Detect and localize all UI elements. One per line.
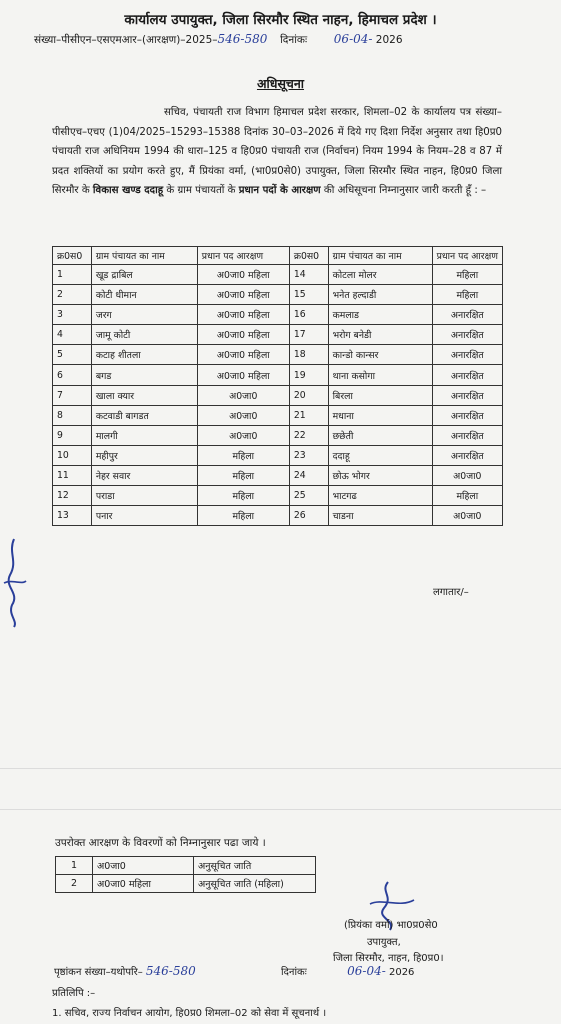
table-row (53, 345, 503, 365)
copy-item-1: 1. सचिव, राज्य निर्वाचन आयोग, हि0प्र0 शिमला–02 को सेवा में सूचनार्थ । (52, 1008, 327, 1019)
legend-table (55, 856, 316, 893)
row-sno: 17 (289, 325, 328, 345)
row-sno: 11 (53, 465, 92, 485)
legend-meaning: अनुसूचित जाति (194, 857, 316, 875)
row-panchayat: भाटगढ (328, 486, 432, 506)
row-sno: 25 (289, 486, 328, 506)
body-bold-block: विकास खण्ड ददाहू (92, 185, 164, 197)
row-sno: 13 (53, 506, 92, 526)
table-row (53, 405, 503, 425)
row-panchayat: कोटला मोलर (328, 265, 432, 285)
table-row (53, 445, 503, 465)
row-sno: 5 (53, 345, 92, 365)
row-sno: 10 (53, 445, 92, 465)
reservation-table (52, 246, 503, 526)
table-row (53, 365, 503, 385)
row-panchayat: कटाह शीतला (91, 345, 197, 365)
date-year: 2026 (375, 34, 403, 46)
header-sno-1: क्र0स0 (53, 247, 92, 265)
notice-body (52, 103, 502, 201)
row-sno: 15 (289, 285, 328, 305)
header-panchayat-1: ग्राम पंचायत का नाम (91, 247, 197, 265)
legend-sno: 2 (56, 875, 93, 893)
row-panchayat: कोटी धीमान (91, 285, 197, 305)
row-panchayat: भनेत हल्दाडी (328, 285, 432, 305)
office-title: कार्यालय उपायुक्त, जिला सिरमौर स्थित नाहन, हिमाचल प्रदेश । (124, 12, 437, 28)
row-panchayat: कान्डो कान्सर (328, 345, 432, 365)
row-reservation: अनारक्षित (432, 365, 502, 385)
table-row (53, 305, 503, 325)
endorsement-label: पृष्ठांकन संख्या–यथोपरि– (54, 967, 143, 978)
reference-number: 546-580 (217, 32, 268, 46)
row-panchayat: खाला क्यार (91, 385, 197, 405)
table-row (53, 385, 503, 405)
row-sno: 4 (53, 325, 92, 345)
row-panchayat: थाना कसोगा (328, 365, 432, 385)
legend-row (56, 875, 316, 893)
table-row (53, 465, 503, 485)
table-row (53, 285, 503, 305)
row-sno: 24 (289, 465, 328, 485)
row-reservation: अ0जा0 महिला (197, 265, 289, 285)
row-panchayat: जरग (91, 305, 197, 325)
endorsement-date-value: 06-04- (347, 964, 386, 978)
row-panchayat: नेहर सवार (91, 465, 197, 485)
row-panchayat: बिरला (328, 385, 432, 405)
table-header-row (53, 247, 503, 265)
date-value: 06-04- (333, 32, 373, 46)
row-reservation: महिला (197, 486, 289, 506)
table-row (53, 506, 503, 526)
row-reservation: अ0जा0 महिला (197, 285, 289, 305)
row-sno: 1 (53, 265, 92, 285)
row-reservation: अनारक्षित (432, 445, 502, 465)
legend-row (56, 857, 316, 875)
row-sno: 8 (53, 405, 92, 425)
body-part-1: सचिव, पंचायती राज विभाग हिमाचल प्रदेश सरकार, शिमला–02 के कार्यालय पत्र संख्या–पीसीएच–एचए (1)04/2025–15293–15388 दिनांक 30–03–2026 में दिये गए दिशा निर्देश अनुसार तथा हि0प्र0 पंचायती राज अधिनियम 1994 की धारा–125 व हि0प्र0 पंचायती राज (निर्वाचन) नियम 1994 के नियम–28 व 87 में प्रदत शक्तियों का प्रयोग करते हुए, मैं प्रियंका वर्मा, (भा0प्र0से0) उपायुक्त, जिला सिरमौर स्थित नाहन, हि0प्र0 जिला सिरमौर के (52, 107, 502, 197)
table-row (53, 425, 503, 445)
row-panchayat: ददाहू (328, 445, 432, 465)
row-sno: 6 (53, 365, 92, 385)
row-reservation: अ0जा0 महिला (197, 345, 289, 365)
row-sno: 16 (289, 305, 328, 325)
row-reservation: महिला (197, 465, 289, 485)
row-sno: 20 (289, 385, 328, 405)
row-sno: 12 (53, 486, 92, 506)
row-reservation: महिला (197, 506, 289, 526)
row-panchayat: जामू कोटी (91, 325, 197, 345)
reference-prefix: संख्या–पीसीएन–एसएमआर–(आरक्षण)–2025– (34, 34, 218, 46)
row-reservation: अ0जा0 महिला (197, 305, 289, 325)
row-panchayat: कमलाड (328, 305, 432, 325)
copy-to-label: प्रतिलिपि :– (52, 988, 96, 999)
body-part-3: की अधिसूचना निम्नानुसार जारी करती हूँ : – (320, 185, 487, 197)
row-reservation: अ0जा0 (432, 465, 502, 485)
row-reservation: अ0जा0 (197, 385, 289, 405)
endorsement-number: 546-580 (145, 964, 196, 978)
row-reservation: महिला (432, 285, 502, 305)
endorsement-date (281, 964, 414, 978)
signatory-name: (प्रियंका वर्मा) भा0प्र0से0 (344, 920, 438, 931)
legend-code: अ0जा0 महिला (93, 875, 194, 893)
row-panchayat: छछेती (328, 425, 432, 445)
signatory-place: जिला सिरमौर, नाहन, हि0प्र0। (333, 953, 444, 964)
row-panchayat: खूड द्राबिल (91, 265, 197, 285)
row-reservation: अनारक्षित (432, 345, 502, 365)
row-sno: 9 (53, 425, 92, 445)
margin-initials-mark (0, 535, 30, 630)
header-sno-2: क्र0स0 (289, 247, 328, 265)
row-sno: 22 (289, 425, 328, 445)
row-reservation: अ0जा0 (197, 425, 289, 445)
endorsement-line (54, 964, 196, 978)
header-reservation-1: प्रधान पद आरक्षण (197, 247, 289, 265)
row-reservation: अनारक्षित (432, 325, 502, 345)
row-panchayat: पराडा (91, 486, 197, 506)
row-sno: 26 (289, 506, 328, 526)
legend-sno: 1 (56, 857, 93, 875)
table-row (53, 325, 503, 345)
body-part-2: के ग्राम पंचायतों के (163, 185, 236, 197)
row-reservation: अ0जा0 (432, 506, 502, 526)
row-sno: 3 (53, 305, 92, 325)
signatory-designation: उपायुक्त, (367, 937, 401, 948)
body-bold-reservation: प्रधान पदों के आरक्षण (238, 185, 321, 197)
reference-line (34, 32, 403, 47)
row-sno: 2 (53, 285, 92, 305)
row-reservation: अ0जा0 (197, 405, 289, 425)
row-panchayat: मालगी (91, 425, 197, 445)
row-sno: 7 (53, 385, 92, 405)
header-panchayat-2: ग्राम पंचायत का नाम (328, 247, 432, 265)
header-reservation-2: प्रधान पद आरक्षण (432, 247, 502, 265)
row-panchayat: कटवाडी बागडत (91, 405, 197, 425)
row-reservation: महिला (432, 486, 502, 506)
row-panchayat: बगड (91, 365, 197, 385)
table-row (53, 486, 503, 506)
page-break (0, 768, 561, 810)
row-reservation: महिला (432, 265, 502, 285)
row-sno: 19 (289, 365, 328, 385)
endorsement-date-year: 2026 (388, 967, 415, 978)
row-reservation: अ0जा0 महिला (197, 325, 289, 345)
row-panchayat: मधाना (328, 405, 432, 425)
row-reservation: अ0जा0 महिला (197, 365, 289, 385)
table-row (53, 265, 503, 285)
date-label: दिनांकः (280, 34, 308, 46)
row-sno: 21 (289, 405, 328, 425)
legend-heading: उपरोक्त आरक्षण के विवरणों को निम्नानुसार पढा जाये । (55, 837, 266, 849)
row-reservation: अनारक्षित (432, 385, 502, 405)
notice-title: अधिसूचना (256, 76, 305, 91)
legend-meaning: अनुसूचित जाति (महिला) (194, 875, 316, 893)
legend-code: अ0जा0 (93, 857, 194, 875)
continued-label: लगातार/– (433, 587, 469, 598)
row-panchayat: पनार (91, 506, 197, 526)
endorsement-date-label: दिनांकः (281, 967, 307, 978)
row-sno: 23 (289, 445, 328, 465)
row-panchayat: छोऊ भोगर (328, 465, 432, 485)
row-panchayat: भरोग बनेडी (328, 325, 432, 345)
row-panchayat: महीपुर (91, 445, 197, 465)
row-sno: 18 (289, 345, 328, 365)
row-reservation: अनारक्षित (432, 425, 502, 445)
row-sno: 14 (289, 265, 328, 285)
row-reservation: अनारक्षित (432, 305, 502, 325)
row-panchayat: चाडना (328, 506, 432, 526)
row-reservation: अनारक्षित (432, 405, 502, 425)
row-reservation: महिला (197, 445, 289, 465)
